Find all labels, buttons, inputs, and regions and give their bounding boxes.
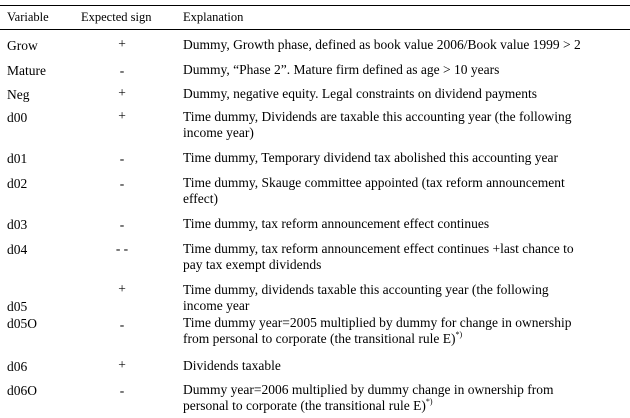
variable-cell: d03 [7, 217, 28, 232]
variable-cell: d04 [7, 242, 28, 257]
sign-cell: - [119, 176, 125, 191]
explanation-line: income year) [183, 125, 254, 140]
header-expected-sign: Expected sign [81, 10, 152, 24]
header-bottom-rule [0, 29, 630, 30]
table-top-rule [0, 5, 630, 6]
explanation-line: Time dummy, tax reform announcement effect continues +last chance to [183, 241, 574, 256]
variable-cell: d05 [7, 299, 28, 314]
explanation-line: Time dummy, Dividends are taxable this accounting year (the following [183, 109, 572, 124]
sign-cell: + [118, 36, 126, 51]
explanation-line-with-footnote [183, 398, 433, 416]
variable-cell: Grow [7, 38, 38, 53]
explanation-line: pay tax exempt dividends [183, 257, 322, 272]
explanation-line: Dividends taxable [183, 358, 281, 373]
variable-cell: Mature [7, 63, 46, 78]
sign-cell: + [118, 357, 126, 372]
variable-cell: d06 [7, 359, 28, 374]
header-explanation: Explanation [183, 10, 244, 24]
sign-cell: - [119, 63, 125, 78]
explanation-line: Time dummy, tax reform announcement effect continues [183, 216, 490, 231]
sign-cell: - [119, 217, 125, 232]
explanation-line: Dummy, negative equity. Legal constraints on dividend payments [183, 86, 538, 101]
sign-cell: - [119, 317, 125, 332]
explanation-text: from personal to corporate (the transitional rule E) [183, 331, 456, 346]
explanation-line: effect) [183, 191, 218, 206]
variable-cell: Neg [7, 87, 30, 102]
variable-cell: d05O [7, 316, 37, 331]
sign-cell: - [119, 383, 125, 398]
variable-cell: d01 [7, 151, 28, 166]
explanation-line: Dummy year=2006 multiplied by dummy change in ownership from [183, 382, 554, 397]
explanation-line: Dummy, “Phase 2”. Mature firm defined as age > 10 years [183, 62, 500, 77]
sign-cell: + [118, 281, 126, 296]
explanation-line: Time dummy, dividends taxable this accounting year (the following [183, 282, 549, 297]
variable-cell: d06O [7, 383, 37, 398]
footnote-mark: *) [455, 330, 463, 339]
explanation-line: Time dummy year=2005 multiplied by dummy for change in ownership [183, 315, 572, 330]
variable-cell: d02 [7, 176, 28, 191]
footnote-mark: *) [425, 397, 433, 406]
explanation-line: Time dummy, Skauge committee appointed (tax reform announcement [183, 175, 565, 190]
explanation-line: income year [183, 298, 250, 313]
sign-cell: + [118, 85, 126, 100]
sign-cell: - - [115, 241, 129, 256]
explanation-text: personal to corporate (the transitional rule E) [183, 398, 426, 413]
explanation-line-with-footnote [183, 331, 462, 349]
explanation-line: Time dummy, Temporary dividend tax abolished this accounting year [183, 150, 558, 165]
explanation-line: Dummy, Growth phase, defined as book value 2006/Book value 1999 > 2 [183, 37, 581, 52]
header-variable: Variable [7, 10, 49, 24]
variable-cell: d00 [7, 110, 28, 125]
sign-cell: - [119, 151, 125, 166]
sign-cell: + [118, 108, 126, 123]
